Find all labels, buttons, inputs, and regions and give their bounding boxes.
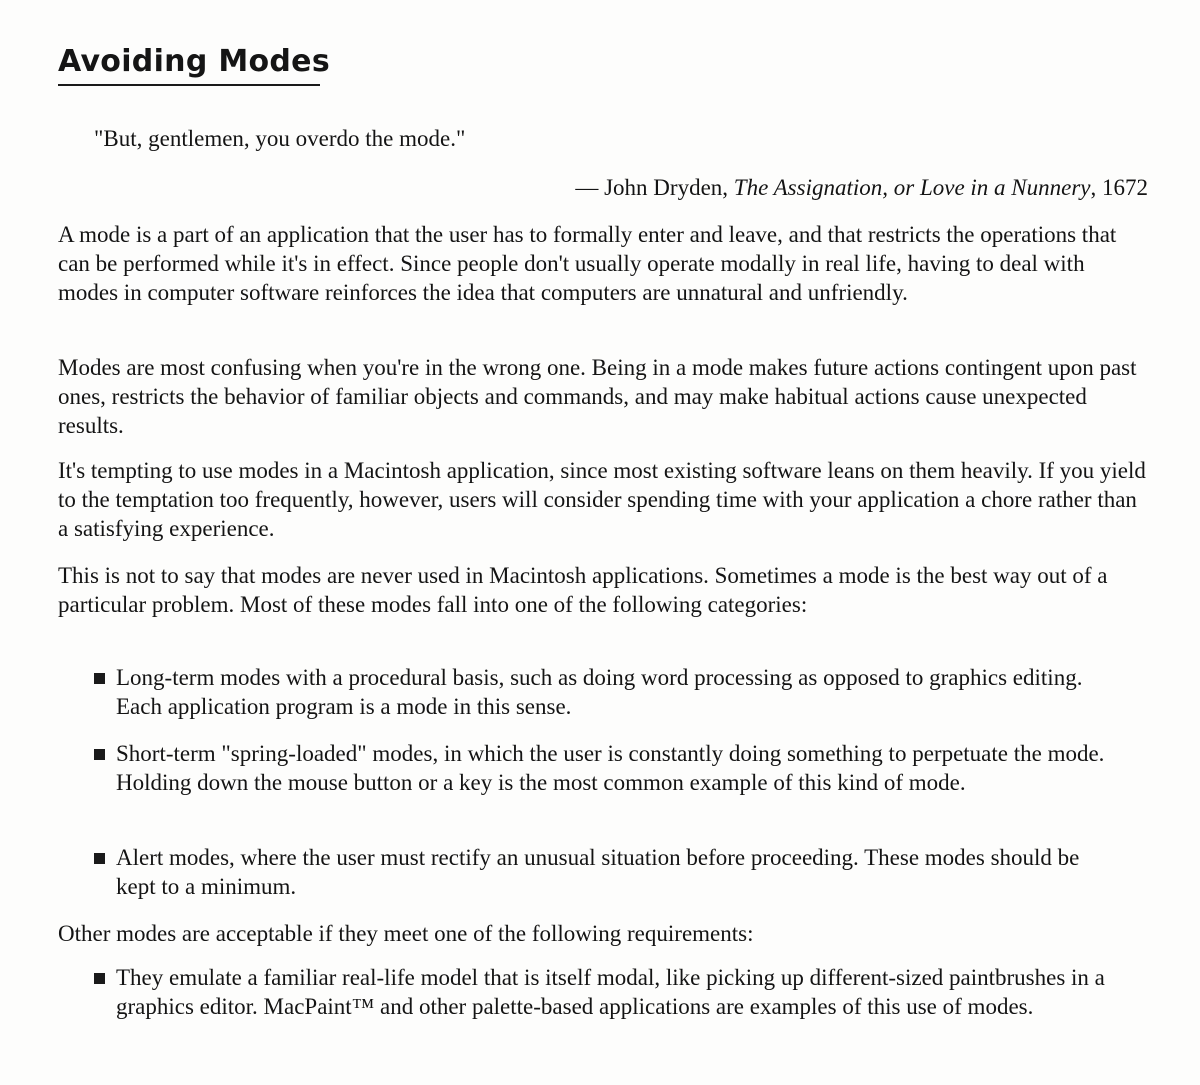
requirements-intro: Other modes are acceptable if they meet one of the following requirements: (58, 921, 754, 946)
list-item (92, 843, 1122, 901)
bullet-icon (94, 973, 105, 984)
section-heading: Avoiding Modes (58, 44, 330, 79)
list-item-text: Short-term "spring-loaded" modes, in which the user is constantly doing something to perpetuate the mode. Holding down the mouse button or a key is the most common example of this kind of mode. (116, 741, 1105, 795)
bullet-icon (94, 749, 105, 760)
list-item-text: Alert modes, where the user must rectify an unusual situation before proceeding. These modes should be kept to a minimum. (116, 845, 1080, 899)
bullet-icon (94, 673, 105, 684)
heading-underline (58, 84, 320, 86)
epigraph-attribution (248, 173, 1148, 202)
paragraph: It's tempting to use modes in a Macintosh application, since most existing software leans on them heavily. If you yield to the temptation too frequently, however, users will consider spending time with your application a chore rather than a satisfying experience. (58, 458, 1146, 541)
paragraph: This is not to say that modes are never used in Macintosh applications. Sometimes a mode is the best way out of a particular problem. Most of these modes fall into one of the following categories: (58, 563, 1108, 617)
list-item (92, 739, 1122, 797)
bullet-icon (94, 853, 105, 864)
epigraph-quote: "But, gentlemen, you overdo the mode." (94, 126, 466, 151)
list-item (92, 663, 1122, 721)
epigraph-year: , 1672 (1090, 175, 1148, 200)
epigraph-work-title: The Assignation, or Love in a Nunnery (733, 175, 1091, 200)
list-item (92, 963, 1122, 1021)
list-item-text: They emulate a familiar real-life model that is itself modal, like picking up different-sized paintbrushes in a graphics editor. MacPaint™ and other palette-based applications are examples of this use of modes. (116, 965, 1105, 1019)
paragraph: A mode is a part of an application that the user has to formally enter and leave, and that restricts the operations that can be performed while it's in effect. Since people don't usually operate modally in real life, having to deal with modes in computer software reinforces the idea that computers are unnatural and unfriendly. (58, 222, 1117, 305)
epigraph-author: — John Dryden, (575, 175, 734, 200)
paragraph: Modes are most confusing when you're in the wrong one. Being in a mode makes future actions contingent upon past ones, restricts the behavior of familiar objects and commands, and may make habitual actions cause unexpected results. (58, 355, 1137, 438)
list-item-text: Long-term modes with a procedural basis, such as doing word processing as opposed to graphics editing. Each application program is a mode in this sense. (116, 665, 1083, 719)
